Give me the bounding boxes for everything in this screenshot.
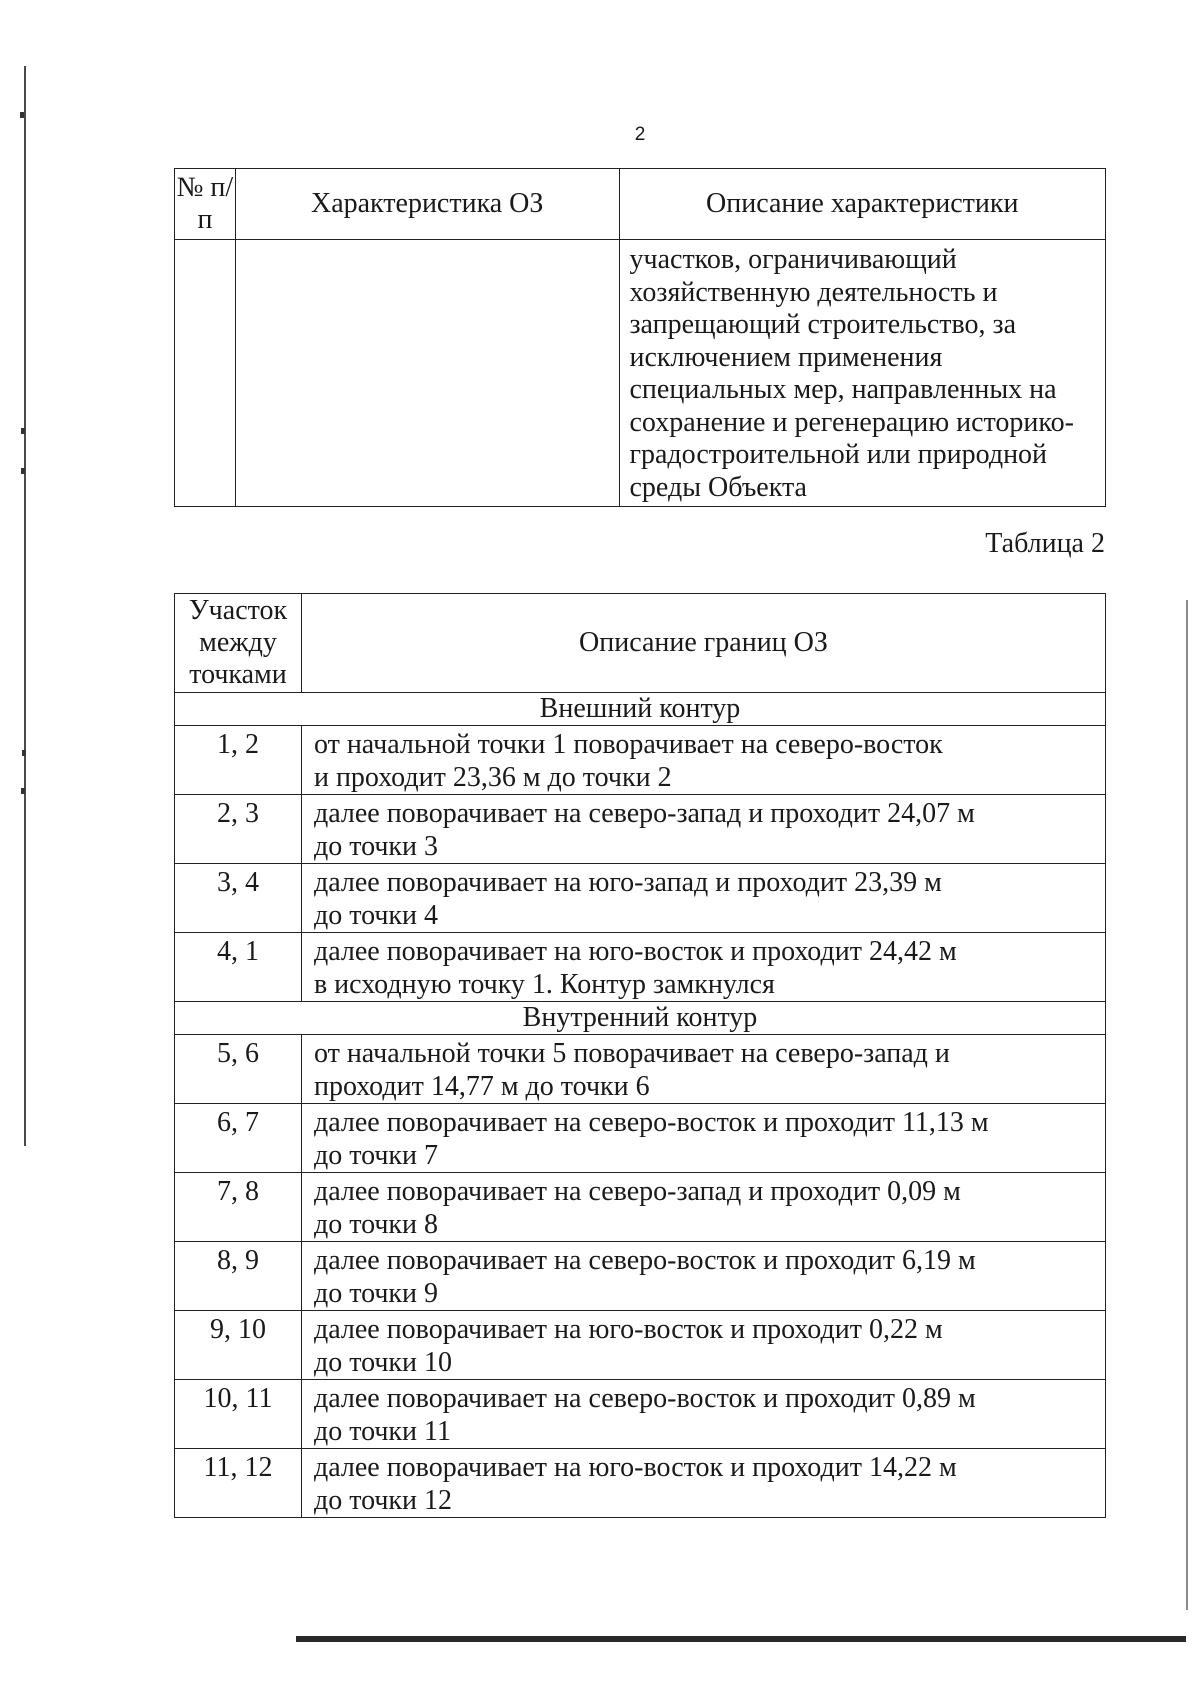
scan-speck (21, 788, 25, 794)
table-row (175, 864, 1106, 933)
scan-speck (20, 112, 24, 118)
segment-line: далее поворачивает на северо-запад и проходит 24,07 м (313, 798, 975, 829)
segment-points: 7, 8 (175, 1173, 302, 1242)
segment-points: 9, 10 (175, 1311, 302, 1380)
segment-description (301, 1311, 1105, 1380)
segment-description (301, 1242, 1105, 1311)
scan-speck (21, 428, 25, 434)
table1-row (175, 240, 1106, 507)
table-row (175, 726, 1106, 795)
section-title: Внешний контур (175, 693, 1106, 726)
table-row (175, 1035, 1106, 1104)
header-number: № п/п (175, 169, 236, 240)
table1-header-row (175, 169, 1106, 240)
segment-line: далее поворачивает на юго-восток и проходит 24,42 м (313, 936, 957, 967)
table-row (175, 1104, 1106, 1173)
table-caption: Таблица 2 (985, 528, 1105, 559)
segment-line: далее поворачивает на северо-восток и проходит 11,13 м (313, 1107, 989, 1138)
segment-line: от начальной точки 5 поворачивает на северо-запад и (313, 1038, 950, 1069)
page-number: 2 (634, 124, 646, 145)
segment-line: далее поворачивает на северо-запад и проходит 0,09 м (313, 1176, 961, 1207)
segment-description (301, 1104, 1105, 1173)
table-row (175, 1242, 1106, 1311)
segment-points: 4, 1 (175, 933, 302, 1002)
description-line: среды Объекта (629, 471, 807, 503)
segment-line: в исходную точку 1. Контур замкнулся (313, 969, 775, 1000)
description-line: исключением применения (629, 341, 943, 373)
segment-description (301, 795, 1105, 864)
header-characteristic: Характеристика ОЗ (235, 169, 619, 240)
description-line: градостроительной или природной (629, 439, 1048, 470)
segment-line: до точки 9 (313, 1278, 439, 1309)
header-boundary-description: Описание границ ОЗ (301, 594, 1105, 693)
scan-speck (22, 750, 26, 756)
table-row (175, 1173, 1106, 1242)
scan-bottom-bar (296, 1636, 1186, 1642)
description-line: запрещающий строительство, за (629, 309, 1017, 340)
segment-line: до точки 10 (313, 1347, 453, 1378)
segment-line: до точки 4 (313, 900, 439, 931)
header-segment: Участок между точками (175, 594, 302, 693)
segment-line: от начальной точки 1 поворачивает на северо-восток (313, 729, 943, 760)
section-title: Внутренний контур (175, 1002, 1106, 1035)
segment-line: проходит 14,77 м до точки 6 (313, 1071, 650, 1102)
segment-description (301, 1035, 1105, 1104)
segment-points: 6, 7 (175, 1104, 302, 1173)
segment-points: 10, 11 (175, 1380, 302, 1449)
boundaries-table (174, 593, 1106, 1518)
segment-description (301, 726, 1105, 795)
section-row-inner (175, 1002, 1106, 1035)
segment-line: до точки 3 (313, 831, 439, 862)
description-line: хозяйственную деятельность и (629, 276, 998, 308)
segment-points: 1, 2 (175, 726, 302, 795)
row-characteristic (235, 240, 619, 507)
scan-left-edge (24, 66, 26, 1146)
segment-points: 3, 4 (175, 864, 302, 933)
table2-header-row (175, 594, 1106, 693)
segment-line: далее поворачивает на юго-восток и проходит 14,22 м (313, 1452, 957, 1483)
table-row (175, 1380, 1106, 1449)
segment-points: 8, 9 (175, 1242, 302, 1311)
header-description: Описание характеристики (619, 169, 1106, 240)
table-row (175, 1449, 1106, 1518)
characteristics-table (174, 168, 1106, 507)
segment-points: 2, 3 (175, 795, 302, 864)
scan-right-edge (1186, 600, 1188, 1610)
description-line: специальных мер, направленных на (629, 374, 1057, 405)
section-row-outer (175, 693, 1106, 726)
segment-description (301, 1380, 1105, 1449)
table-row (175, 1311, 1106, 1380)
segment-description (301, 1173, 1105, 1242)
row-number (175, 240, 236, 507)
segment-line: далее поворачивает на юго-восток и проходит 0,22 м (313, 1314, 943, 1345)
scan-speck (21, 468, 25, 474)
segment-line: далее поворачивает на северо-восток и проходит 0,89 м (313, 1383, 976, 1414)
segment-description (301, 1449, 1105, 1518)
segment-line: и проходит 23,36 м до точки 2 (313, 762, 672, 793)
segment-points: 5, 6 (175, 1035, 302, 1104)
table-row (175, 795, 1106, 864)
segment-line: далее поворачивает на юго-запад и проходит 23,39 м (313, 867, 942, 898)
table-row (175, 933, 1106, 1002)
row-description (619, 240, 1106, 507)
segment-points: 11, 12 (175, 1449, 302, 1518)
segment-line: до точки 8 (313, 1209, 439, 1240)
description-line: сохранение и регенерацию историко- (629, 406, 1074, 438)
segment-line: до точки 7 (313, 1140, 439, 1171)
segment-line: далее поворачивает на северо-восток и проходит 6,19 м (313, 1245, 976, 1276)
description-line: участков, ограничивающий (629, 244, 957, 275)
segment-line: до точки 11 (313, 1416, 451, 1447)
segment-description (301, 864, 1105, 933)
segment-description (301, 933, 1105, 1002)
segment-line: до точки 12 (313, 1485, 453, 1516)
